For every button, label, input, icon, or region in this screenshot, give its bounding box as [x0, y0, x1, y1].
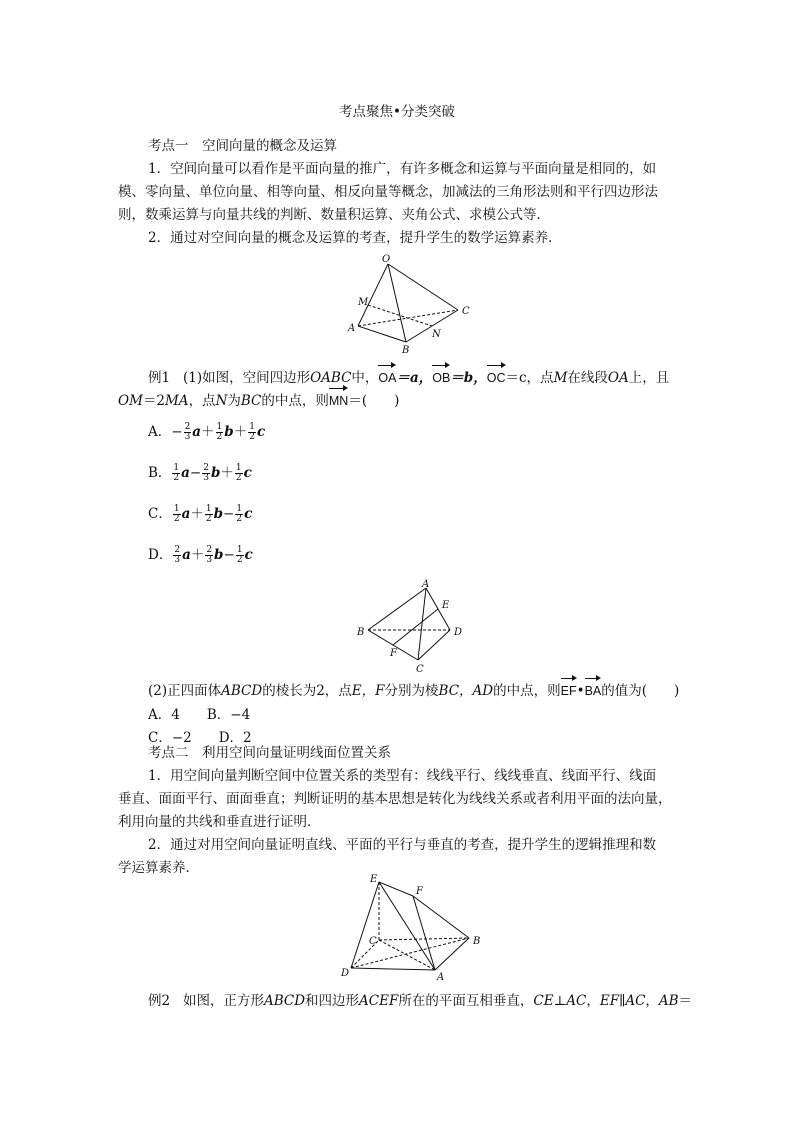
- fig2-label-d: D: [454, 627, 463, 638]
- section2-p2-line1: 2．通过对用空间向量证明直线、平面的平行与垂直的考查，提升学生的逻辑推理和数: [148, 837, 657, 853]
- section1-p1-line3: 则，数乘运算与向量共线的判断、数量积运算、夹角公式、求模公式等．: [118, 207, 550, 223]
- section1-heading: 考点一 空间向量的概念及运算: [148, 138, 337, 154]
- fraction-element: [202, 464, 210, 483]
- example1-line1: [148, 367, 708, 389]
- text-span: BC，AD: [438, 683, 494, 699]
- text-span: 3: [203, 473, 209, 483]
- fraction-element: [248, 423, 256, 442]
- text-span: E，F: [351, 683, 385, 699]
- fig3-label-e: E: [370, 874, 378, 885]
- fraction-element: [205, 505, 213, 524]
- text-span: (2)正四面体: [148, 683, 222, 699]
- text-span: B．: [148, 465, 172, 481]
- text-span: EF: [599, 993, 620, 1009]
- fraction-element: [172, 464, 180, 483]
- vector-ob: OB: [432, 367, 450, 389]
- text-span: 1: [173, 463, 180, 473]
- text-span: OA: [607, 370, 629, 386]
- fig1-label-n: N: [432, 329, 441, 340]
- text-span: ，: [645, 993, 659, 1009]
- text-span: BC: [240, 393, 262, 409]
- fig2-label-c: C: [416, 664, 424, 675]
- figure-tetrahedron-abcd: [350, 578, 470, 678]
- text-span: C．: [148, 506, 172, 522]
- fraction-element: [173, 546, 181, 565]
- option-d: [148, 543, 253, 565]
- text-span: c: [244, 506, 253, 522]
- text-span: 的值为( ): [601, 683, 680, 699]
- text-span: 在线段: [567, 370, 608, 386]
- text-span: MA: [164, 393, 189, 409]
- text-span: 2: [184, 422, 191, 432]
- page-title: 考点聚焦•分类突破: [339, 104, 455, 120]
- vector-oc: OC: [487, 367, 506, 389]
- text-span: c: [244, 547, 253, 563]
- text-span: 2: [206, 545, 213, 555]
- fig1-label-m: M: [358, 297, 369, 308]
- fraction-element: [235, 505, 243, 524]
- text-span: 2: [236, 514, 243, 524]
- text-span: 和四边形: [305, 993, 360, 1009]
- figure-square-acef: [333, 872, 493, 984]
- text-span: OM: [118, 393, 143, 409]
- fig1-label-c: C: [462, 306, 470, 317]
- text-span: ＝2: [142, 393, 165, 409]
- text-span: (1)如图，空间四边形: [182, 370, 311, 386]
- text-span: c: [256, 424, 266, 440]
- text-span: ＋: [201, 424, 215, 440]
- fraction-element: [236, 546, 244, 565]
- fig1-label-b: B: [402, 345, 410, 356]
- text-span: ＝c，点: [505, 370, 554, 386]
- text-span: ＝b，: [450, 370, 487, 386]
- text-span: AC: [625, 993, 646, 1009]
- text-span: a: [192, 424, 202, 440]
- fraction-element: [173, 505, 181, 524]
- text-span: 为: [227, 393, 241, 409]
- text-span: b: [214, 547, 224, 563]
- text-span: ＋: [190, 547, 205, 563]
- text-span: 1: [235, 463, 242, 473]
- text-span: 3: [174, 555, 181, 565]
- text-span: •: [576, 683, 585, 699]
- text-span: 如图，正方形: [182, 993, 264, 1009]
- example1-part2: [148, 680, 708, 702]
- section2-p1-line1: 1．用空间向量判断空间中位置关系的类型有：线线平行、线线垂直、线面平行、线面: [148, 768, 657, 784]
- text-span: 1: [236, 545, 243, 555]
- fig3-label-b: B: [473, 936, 481, 947]
- text-span: 1: [173, 504, 180, 514]
- fig2-label-b: B: [357, 627, 365, 638]
- text-span: 2: [173, 473, 180, 483]
- text-span: ⊥: [553, 993, 567, 1009]
- text-span: 分别为棱: [384, 683, 439, 699]
- text-span: AC: [566, 993, 587, 1009]
- text-span: ABCD: [221, 683, 263, 699]
- text-span: 2: [236, 555, 243, 565]
- text-span: b: [210, 465, 221, 481]
- text-span: ＝a，: [396, 370, 433, 386]
- text-span: A．: [148, 424, 172, 440]
- fig3-label-d: D: [341, 968, 350, 979]
- text-span: 1: [205, 504, 212, 514]
- text-span: ABCD: [263, 993, 306, 1009]
- fig1-label-a: A: [348, 323, 356, 334]
- example1-line2: [118, 390, 678, 412]
- text-span: ＋: [190, 506, 204, 522]
- text-span: D．: [148, 547, 173, 563]
- text-span: 上，且: [628, 370, 670, 386]
- text-span: 的中点，则: [493, 683, 561, 699]
- text-span: 2: [249, 432, 255, 442]
- options2-row2: C．−2 D．2: [148, 730, 252, 746]
- text-span: −: [223, 506, 235, 522]
- text-span: OABC: [310, 370, 352, 386]
- fig3-label-c: C: [369, 936, 377, 947]
- vector-ba: BA: [585, 680, 602, 702]
- text-span: a: [181, 465, 190, 481]
- text-span: ACEF: [359, 993, 399, 1009]
- fraction-element: [235, 464, 243, 483]
- text-span: a: [181, 506, 191, 522]
- option-b: [148, 461, 252, 483]
- text-span: −: [189, 465, 202, 481]
- text-span: c: [243, 465, 252, 481]
- example2-line1: [148, 990, 708, 1012]
- text-span: b: [213, 506, 224, 522]
- fig2-label-e: E: [442, 600, 450, 611]
- vector-mn: MN: [329, 390, 348, 412]
- fig3-label-a: A: [437, 972, 445, 983]
- text-span: 所在的平面互相垂直，: [398, 993, 534, 1009]
- text-span: CE: [533, 993, 554, 1009]
- text-span: −: [171, 424, 183, 440]
- text-span: 的中点，则: [261, 393, 329, 409]
- option-c: [148, 502, 252, 524]
- section2-heading: 考点二 利用空间向量证明线面位置关系: [148, 745, 391, 761]
- section1-p1-line2: 模、零向量、单位向量、相等向量、相反向量等概念，加减法的三角形法则和平行四边形法: [118, 184, 658, 200]
- example2-label: 例2: [148, 993, 171, 1009]
- text-span: 1: [249, 422, 255, 432]
- text-span: 2: [235, 473, 242, 483]
- text-span: 3: [184, 432, 191, 442]
- text-span: 2: [205, 514, 212, 524]
- option-a: [148, 420, 265, 442]
- text-span: N: [215, 393, 228, 409]
- fraction-element: [216, 423, 224, 442]
- text-span: ＝( ): [348, 393, 400, 409]
- text-span: 2: [216, 432, 223, 442]
- text-span: M: [553, 370, 568, 386]
- text-span: b: [224, 424, 234, 440]
- fig2-label-a: A: [422, 579, 430, 590]
- section2-p1-line2: 垂直、面面平行、面面垂直；判断证明的基本思想是转化为线线关系或者利用平面的法向量，: [118, 791, 672, 807]
- section1-p2: 2．通过对空间向量的概念及运算的考查，提升学生的数学运算素养．: [148, 230, 562, 246]
- fraction-element: [205, 546, 213, 565]
- text-span: −: [223, 547, 235, 563]
- text-span: ＋: [220, 465, 234, 481]
- text-span: 1: [216, 422, 223, 432]
- text-span: ＋: [233, 424, 248, 440]
- text-span: 2: [174, 545, 181, 555]
- text-span: 的棱长为2，点: [262, 683, 352, 699]
- text-span: ∥: [619, 993, 626, 1009]
- figure-tetrahedron-oabc: [340, 252, 480, 357]
- vector-ef: EF: [561, 680, 577, 702]
- options2-row1: A．4 B．−4: [148, 707, 251, 723]
- fig1-label-o: O: [382, 254, 391, 265]
- text-span: ，: [586, 993, 600, 1009]
- text-span: ＝: [678, 993, 693, 1009]
- fig2-label-f: F: [390, 648, 397, 659]
- section2-p1-line3: 利用向量的共线和垂直进行证明．: [118, 814, 321, 830]
- section1-p1-line1: 1．空间向量可以看作是平面向量的推广，有许多概念和运算与平面向量是相同的，如: [148, 161, 657, 177]
- text-span: 3: [206, 555, 213, 565]
- fig3-label-f: F: [416, 886, 423, 897]
- section2-p2-line2: 学运算素养．: [118, 860, 199, 876]
- example1-label: 例1: [148, 370, 171, 386]
- vector-oa: OA: [378, 367, 396, 389]
- text-span: ，点: [188, 393, 216, 409]
- text-span: 1: [236, 504, 243, 514]
- text-span: a: [182, 547, 191, 563]
- text-span: 中，: [351, 370, 379, 386]
- text-span: 2: [203, 463, 209, 473]
- text-span: AB: [658, 993, 679, 1009]
- text-span: 2: [173, 514, 180, 524]
- fraction-element: [184, 423, 192, 442]
